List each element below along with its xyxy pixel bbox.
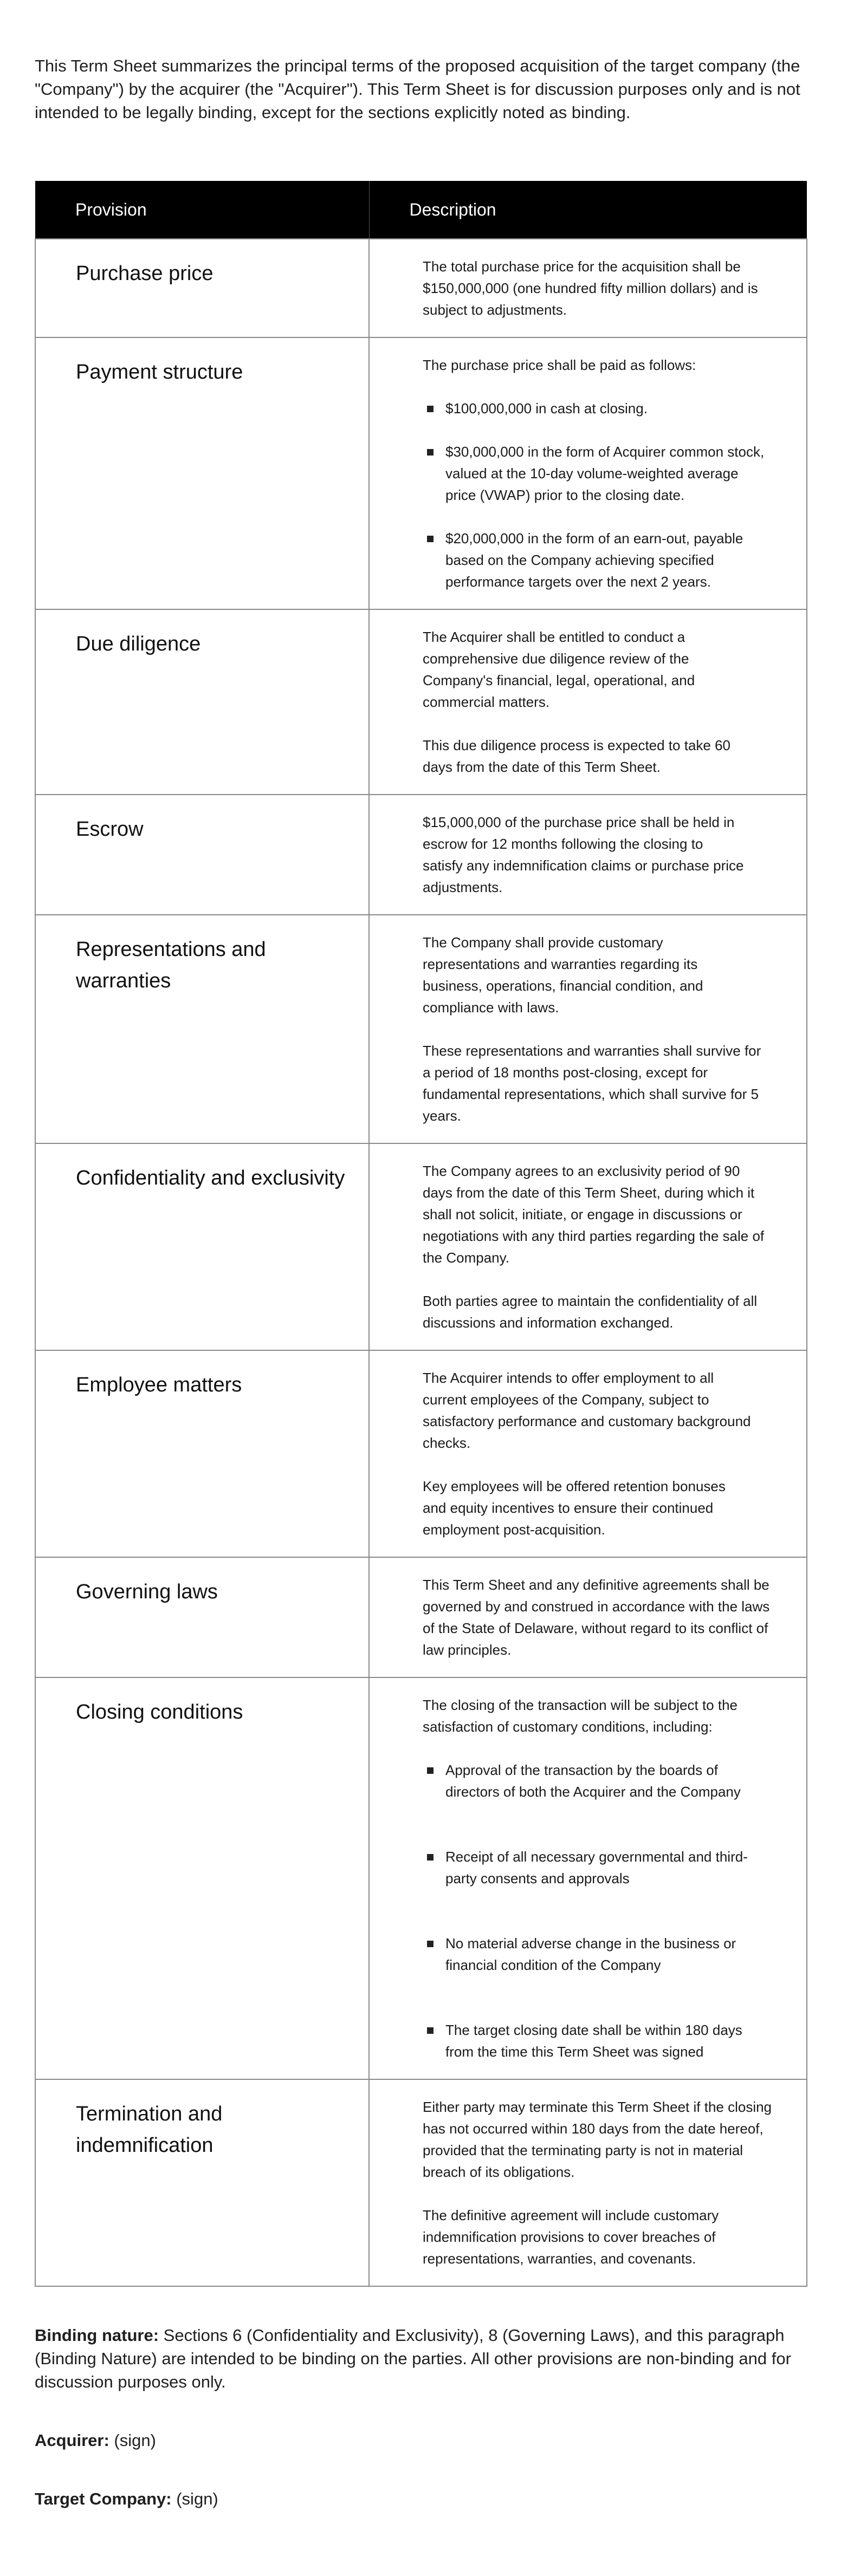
description-paragraph: The Company agrees to an exclusivity period of 90 days from the date of this Term Sheet, during which it shall not solicit, initiate, or engage in discussions or negotiations with any third parties regarding the sale of the Company. bbox=[423, 1163, 765, 1266]
list-item: $30,000,000 in the form of Acquirer common stock, valued at the 10-day volume-weighted average price (VWAP) prior to the closing date. bbox=[423, 441, 773, 506]
table-row bbox=[35, 1143, 807, 1350]
provision-employee-matters: Employee matters bbox=[35, 1350, 369, 1557]
acquirer-signature: (sign) bbox=[109, 2431, 156, 2450]
description-paragraph: The Company shall provide customary representations and warranties regarding its business, operations, financial condition, and compliance with laws. bbox=[423, 934, 703, 1016]
table-row bbox=[35, 609, 807, 795]
table-row bbox=[35, 337, 807, 609]
description-paragraph: Both parties agree to maintain the confidentiality of all discussions and information exchanged. bbox=[423, 1293, 758, 1331]
header-provision: Provision bbox=[35, 181, 369, 239]
table-row bbox=[35, 795, 807, 915]
provision-termination: Termination and indemnification bbox=[35, 2079, 369, 2286]
table-row bbox=[35, 1677, 807, 2079]
list-item: No material adverse change in the business or financial condition of the Company bbox=[423, 1933, 773, 1976]
list-item: Approval of the transaction by the boards of directors of both the Acquirer and the Company bbox=[423, 1759, 773, 1803]
description-paragraph: This Term Sheet and any definitive agreements shall be governed by and construed in accordance with the laws of the State of Delaware, without regard to its conflict of law principles. bbox=[423, 1577, 770, 1658]
payment-list bbox=[423, 398, 773, 593]
description-paragraph: The definitive agreement will include customary indemnification provisions to cover breaches of representations, warranties, and covenants. bbox=[423, 2207, 719, 2267]
provision-representations: Representations and warranties bbox=[35, 915, 369, 1143]
list-item: The target closing date shall be within 180 days from the time this Term Sheet was signed bbox=[423, 2019, 773, 2063]
description-paragraph: Either party may terminate this Term Sheet if the closing has not occurred within 180 days from the date hereof, provided that the terminating party is not in material breach of its obligations. bbox=[423, 2099, 772, 2180]
description-escrow bbox=[369, 795, 807, 915]
description-paragraph: These representations and warranties shall survive for a period of 18 months post-closing, except for fundamental representations, which shall survive for 5 years. bbox=[423, 1043, 761, 1124]
provision-payment-structure: Payment structure bbox=[35, 337, 369, 609]
description-paragraph: This due diligence process is expected to take 60 days from the date of this Term Sheet. bbox=[423, 737, 731, 775]
footer-section bbox=[35, 2324, 810, 2510]
table-row bbox=[35, 2079, 807, 2286]
description-governing-laws bbox=[369, 1557, 807, 1677]
description-paragraph: The closing of the transaction will be subject to the satisfaction of customary conditions, including: bbox=[423, 1697, 738, 1735]
table-row bbox=[35, 1557, 807, 1677]
provisions-table bbox=[35, 181, 807, 2287]
description-closing-conditions bbox=[369, 1677, 807, 2079]
target-signature-line bbox=[35, 2487, 810, 2510]
binding-nature-label: Binding nature: bbox=[35, 2326, 159, 2345]
list-item: $100,000,000 in cash at closing. bbox=[423, 398, 773, 419]
description-confidentiality bbox=[369, 1143, 807, 1350]
binding-nature-text: Sections 6 (Confidentiality and Exclusivity), 8 (Governing Laws), and this paragraph (Binding Nature) are intended to be binding on the parties. All other provisions are non-binding and for discussion purposes only. bbox=[35, 2326, 791, 2391]
description-paragraph: The total purchase price for the acquisition shall be $150,000,000 (one hundred fifty million dollars) and is subject to adjustments. bbox=[423, 258, 758, 318]
description-employee-matters bbox=[369, 1350, 807, 1557]
provision-purchase-price: Purchase price bbox=[35, 239, 369, 337]
provision-due-diligence: Due diligence bbox=[35, 609, 369, 795]
closing-conditions-list bbox=[423, 1759, 773, 2063]
description-termination bbox=[369, 2079, 807, 2286]
provision-escrow: Escrow bbox=[35, 795, 369, 915]
acquirer-signature-line bbox=[35, 2429, 810, 2452]
provision-governing-laws: Governing laws bbox=[35, 1557, 369, 1677]
description-paragraph: $15,000,000 of the purchase price shall be held in escrow for 12 months following the closing to satisfy any indemnification claims or purchase price adjustments. bbox=[423, 814, 744, 895]
target-company-signature: (sign) bbox=[171, 2489, 218, 2508]
description-due-diligence bbox=[369, 609, 807, 795]
description-paragraph: The purchase price shall be paid as follows: bbox=[423, 357, 696, 373]
list-item: $20,000,000 in the form of an earn-out, payable based on the Company achieving specified performance targets over the next 2 years. bbox=[423, 528, 773, 593]
table-row bbox=[35, 915, 807, 1143]
description-purchase-price bbox=[369, 239, 807, 337]
list-item: Receipt of all necessary governmental and third-party consents and approvals bbox=[423, 1846, 773, 1889]
description-payment-structure bbox=[369, 337, 807, 609]
acquirer-label: Acquirer: bbox=[35, 2431, 109, 2450]
description-paragraph: The Acquirer shall be entitled to conduct a comprehensive due diligence review of the Company's financial, legal, operational, and commercial matters. bbox=[423, 629, 695, 710]
table-row bbox=[35, 1350, 807, 1557]
target-company-label: Target Company: bbox=[35, 2489, 172, 2508]
table-row bbox=[35, 239, 807, 337]
description-paragraph: Key employees will be offered retention bonuses and equity incentives to ensure their continued employment post-acquisition. bbox=[423, 1478, 726, 1538]
table-header-row bbox=[35, 181, 807, 239]
header-description: Description bbox=[369, 181, 807, 239]
binding-nature-paragraph bbox=[35, 2324, 810, 2393]
description-representations bbox=[369, 915, 807, 1143]
provision-confidentiality: Confidentiality and exclusivity bbox=[35, 1143, 369, 1350]
intro-paragraph: This Term Sheet summarizes the principal terms of the proposed acquisition of the target company (the "Company") by the acquirer (the "Acquirer"). This Term Sheet is for discussion purposes only and is not intended to be legally binding, except for the sections explicitly noted as binding. bbox=[35, 56, 800, 122]
description-paragraph: The Acquirer intends to offer employment to all current employees of the Company, subject to satisfactory performance and customary background checks. bbox=[423, 1370, 751, 1451]
provision-closing-conditions: Closing conditions bbox=[35, 1677, 369, 2079]
